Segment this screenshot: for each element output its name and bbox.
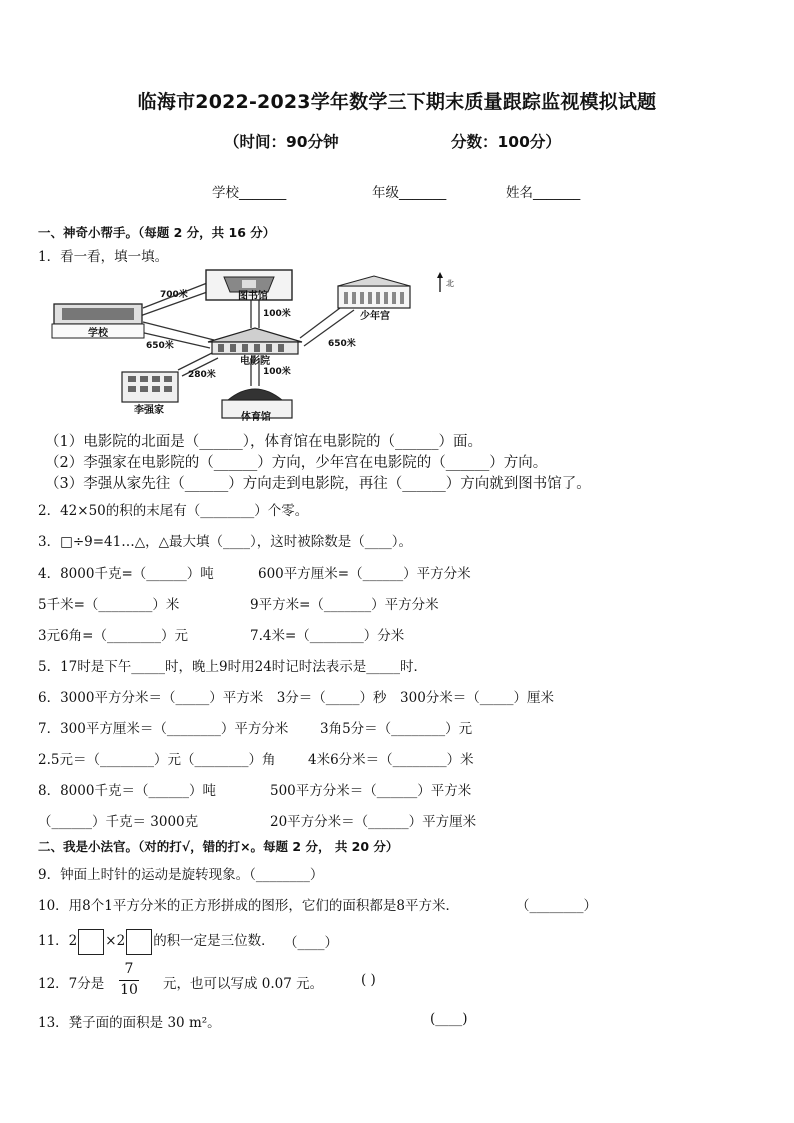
question-11-part-1: 11．2 bbox=[38, 933, 78, 949]
question-13-stem: 13．凳子面的面积是 30 m²。 bbox=[38, 1015, 221, 1031]
lis-home-building-icon bbox=[122, 372, 178, 402]
question-7-b[interactable]: 3角5分＝（________）元 bbox=[320, 721, 473, 737]
question-7-d[interactable]: 4米6分米＝（________）米 bbox=[308, 752, 474, 768]
question-11-part-2: ×2 bbox=[105, 933, 126, 949]
exam-time: （时间：90分钟 bbox=[224, 133, 339, 151]
question-4-f[interactable]: 7.4米=（________）分米 bbox=[250, 628, 405, 644]
question-1-stem: 1．看一看，填一填。 bbox=[38, 249, 169, 265]
section-1-heading: 一、神奇小帮手。（每题 2 分，共 16 分） bbox=[38, 225, 276, 240]
question-11 bbox=[38, 928, 275, 955]
label-lis-home: 李强家 bbox=[134, 405, 164, 416]
question-12-part-2: 元，也可以写成 0.07 元。 bbox=[163, 976, 324, 992]
question-4-c[interactable]: 5千米=（________）米 bbox=[38, 597, 180, 613]
question-8-c[interactable]: （______）千克＝ 3000克 bbox=[38, 814, 199, 830]
question-8-d[interactable]: 20平方分米＝（______）平方厘米 bbox=[270, 814, 477, 830]
name-field[interactable]: 姓名_______ bbox=[506, 185, 581, 201]
youth-palace-building-icon bbox=[338, 276, 410, 308]
question-8-a[interactable]: 8．8000千克＝（______）吨 bbox=[38, 783, 216, 799]
direction-map-figure bbox=[48, 266, 468, 428]
question-11-box-1[interactable] bbox=[78, 929, 104, 955]
question-11-part-3: 的积一定是三位数． bbox=[153, 933, 275, 949]
exam-title: 临海市2022-2023学年数学三下期末质量跟踪监视模拟试题 bbox=[137, 91, 657, 113]
question-4-b[interactable]: 600平方厘米=（______）平方分米 bbox=[258, 566, 471, 582]
question-4-e[interactable]: 3元6角=（________）元 bbox=[38, 628, 188, 644]
label-school: 学校 bbox=[88, 328, 108, 339]
section-2-heading: 二、我是小法官。（对的打√，错的打×。每题 2 分， 共 20 分） bbox=[38, 839, 399, 854]
question-11-box-2[interactable] bbox=[126, 929, 152, 955]
distance-library-cinema: 100米 bbox=[263, 309, 291, 319]
question-11-answer-blank[interactable]: （____） bbox=[284, 935, 338, 951]
distance-school-library: 700米 bbox=[160, 290, 188, 300]
question-10-answer-blank[interactable]: （________） bbox=[516, 898, 597, 914]
school-field[interactable]: 学校_______ bbox=[212, 185, 287, 201]
question-3[interactable]: 3．□÷9=41…△，△最大填（____），这时被除数是（____）。 bbox=[38, 534, 412, 550]
label-gym: 体育馆 bbox=[241, 412, 271, 423]
question-7-c[interactable]: 2.5元＝（________）元（________）角 bbox=[38, 752, 276, 768]
grade-field[interactable]: 年级_______ bbox=[372, 185, 447, 201]
distance-school-cinema: 650米 bbox=[146, 341, 174, 351]
question-10-stem: 10．用8个1平方分米的正方形拼成的图形，它们的面积都是8平方米． bbox=[38, 898, 459, 914]
fraction-denominator: 10 bbox=[120, 982, 138, 998]
cinema-building-icon bbox=[208, 328, 302, 354]
question-1-part-2[interactable]: （2）李强家在电影院的（______）方向，少年宫在电影院的（______）方向。 bbox=[45, 455, 548, 471]
question-7-a[interactable]: 7．300平方厘米＝（________）平方分米 bbox=[38, 721, 289, 737]
label-youth-palace: 少年宫 bbox=[360, 311, 390, 322]
question-8-b[interactable]: 500平方分米＝（______）平方米 bbox=[270, 783, 472, 799]
question-5[interactable]: 5．17时是下午_____时，晚上9时用24时记时法表示是_____时． bbox=[38, 659, 428, 675]
question-2[interactable]: 2．42×50的积的末尾有（________）个零。 bbox=[38, 503, 309, 519]
label-cinema: 电影院 bbox=[240, 356, 270, 367]
distance-cinema-youth-palace: 650米 bbox=[328, 339, 356, 349]
question-12-part-1: 12．7分是 bbox=[38, 976, 105, 992]
question-13-answer-blank[interactable]: (____) bbox=[430, 1011, 468, 1027]
question-9[interactable]: 9．钟面上时针的运动是旋转现象。（________） bbox=[38, 867, 324, 883]
question-6[interactable]: 6．3000平方分米＝（_____）平方米 3分＝（_____）秒 300分米＝（_____）厘米 bbox=[38, 690, 555, 706]
label-library: 图书馆 bbox=[238, 291, 268, 302]
question-12-answer-blank[interactable]: ( ) bbox=[361, 972, 376, 988]
question-1-part-1[interactable]: （1）电影院的北面是（______），体育馆在电影院的（______）面。 bbox=[45, 434, 482, 450]
question-4-d[interactable]: 9平方米=（_______）平方分米 bbox=[250, 597, 439, 613]
question-4-a[interactable]: 4．8000千克=（______）吨 bbox=[38, 566, 214, 582]
exam-score: 分数：100分） bbox=[451, 133, 561, 151]
distance-cinema-gym: 100米 bbox=[263, 367, 291, 377]
question-1-part-3[interactable]: （3）李强从家先往（______）方向走到电影院，再往（______）方向就到图书馆了。 bbox=[45, 476, 591, 492]
north-label: 北 bbox=[446, 279, 454, 288]
north-arrow-icon bbox=[437, 272, 443, 292]
distance-home-cinema: 280米 bbox=[188, 370, 216, 380]
fraction-numerator: 7 bbox=[124, 961, 134, 977]
